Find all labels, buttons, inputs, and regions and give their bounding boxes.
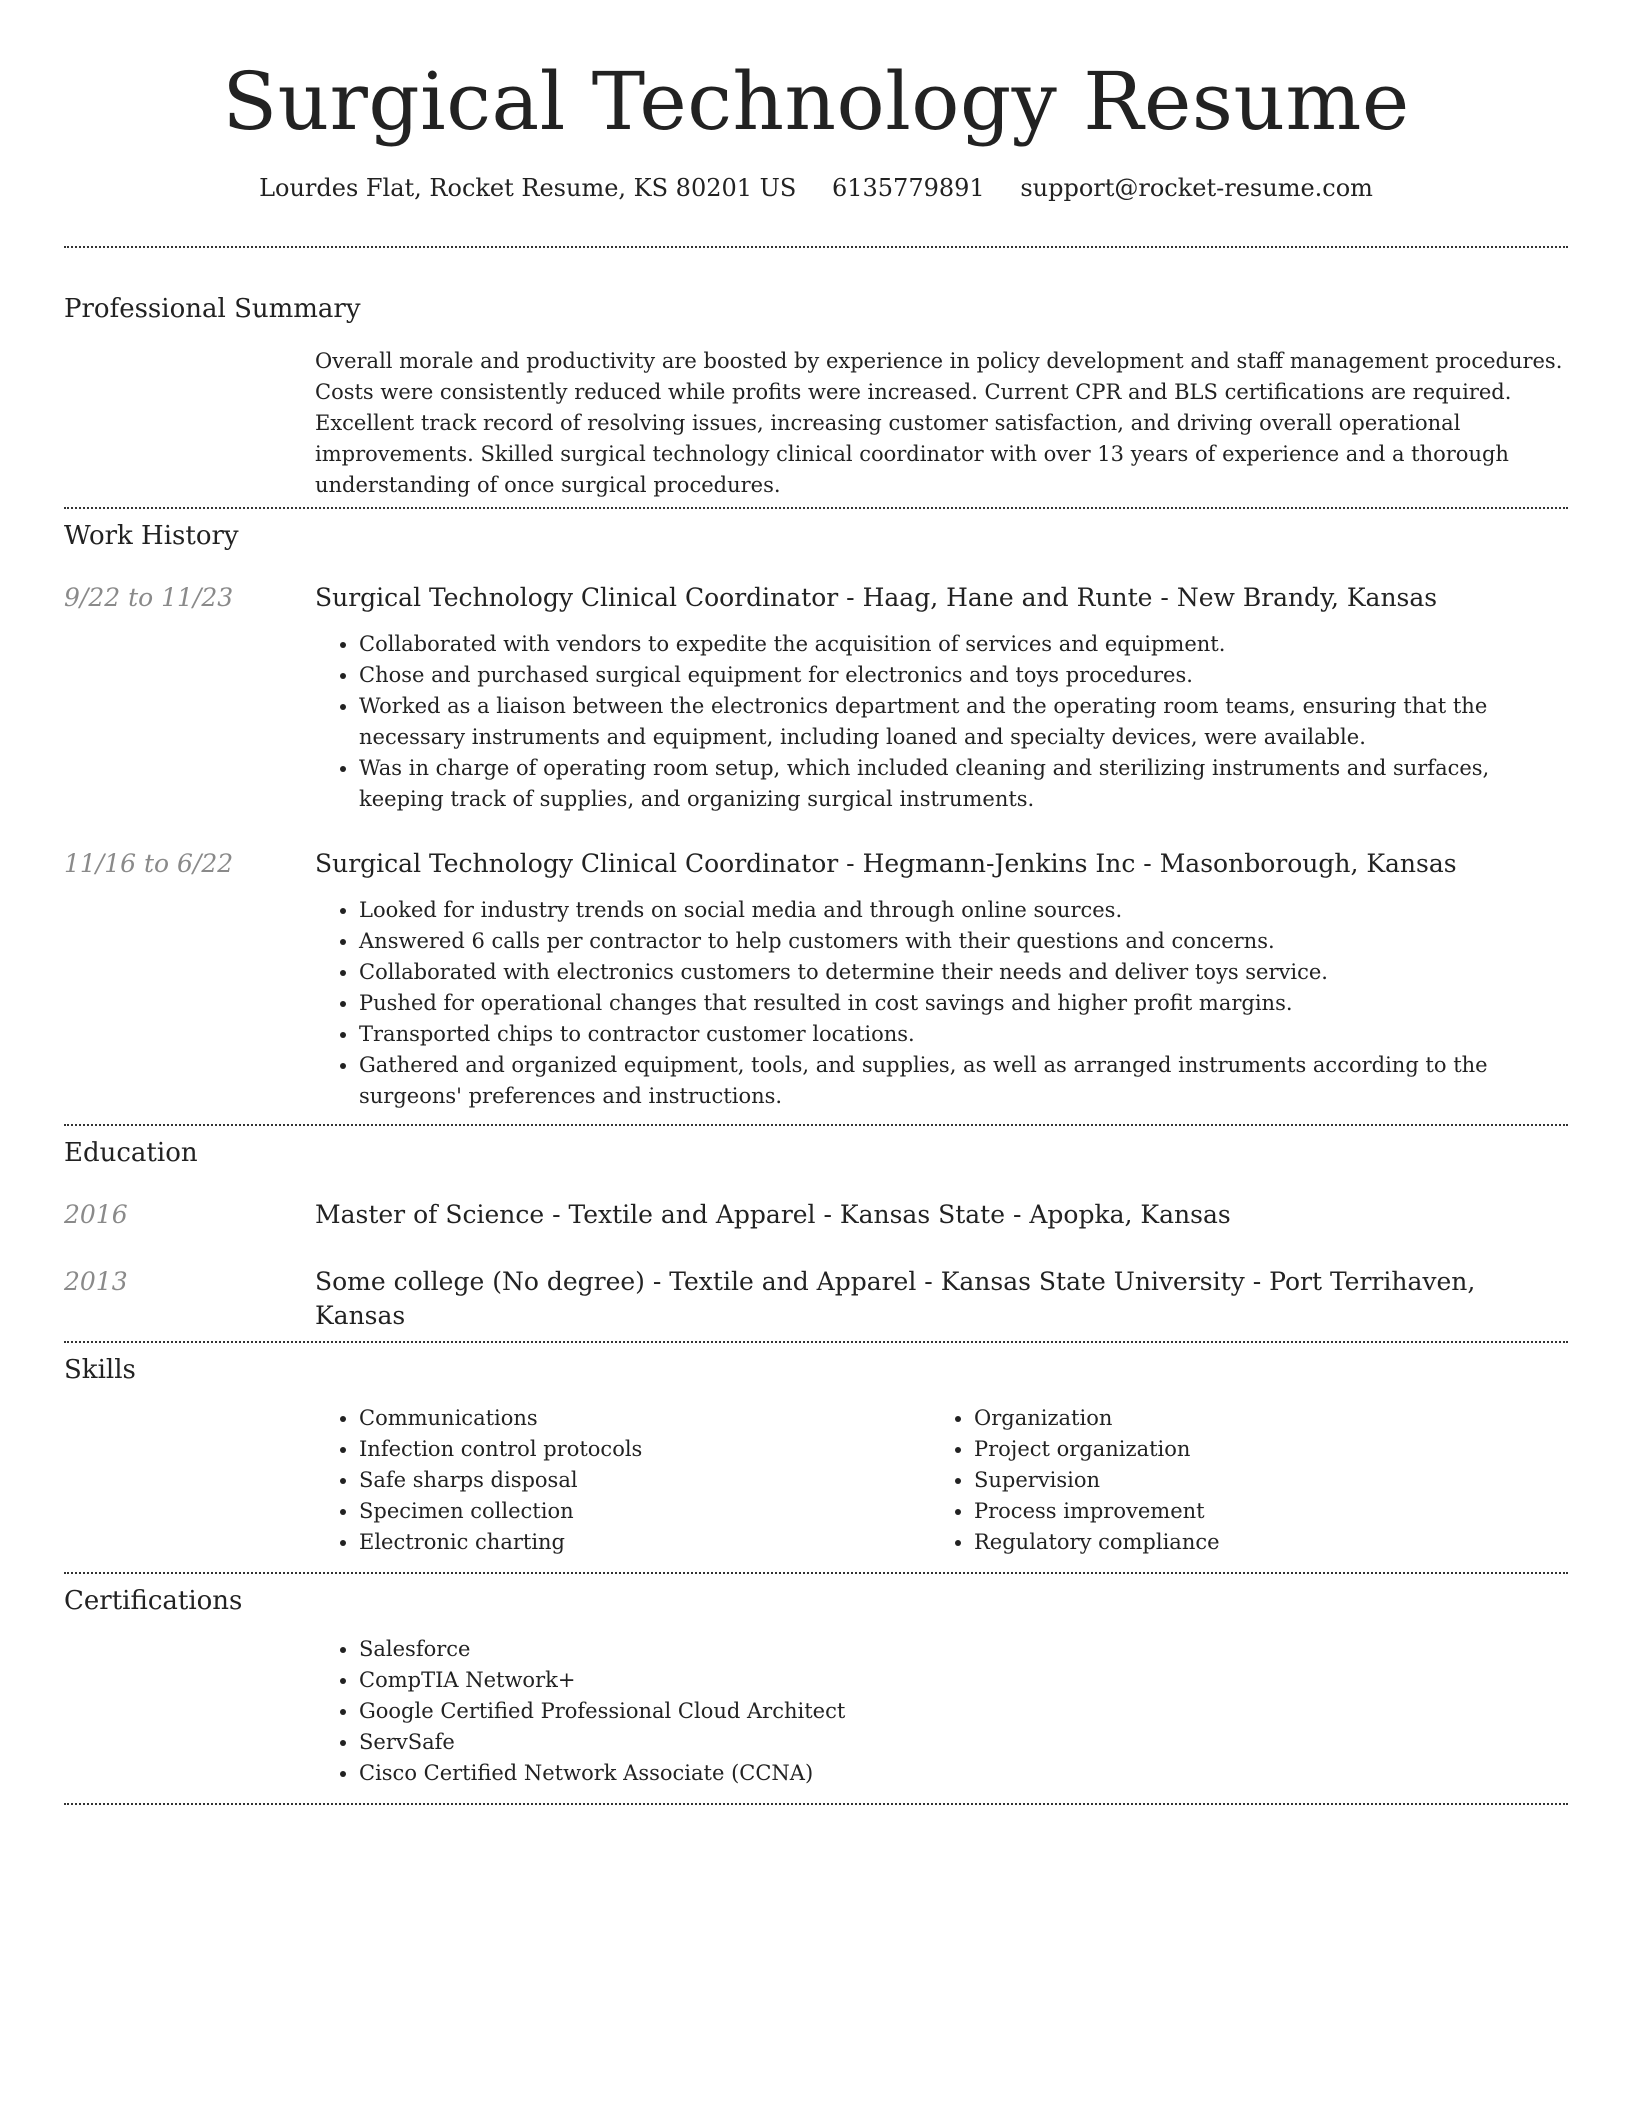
separator: -	[644, 1267, 670, 1296]
list-item: • Process improvement	[974, 1496, 1545, 1527]
separator: -	[1135, 849, 1160, 878]
contact-line	[64, 172, 1568, 204]
education-field: Textile and Apparel	[568, 1200, 816, 1229]
list-item: • Looked for industry trends on social media and through online sources.	[359, 895, 1568, 926]
work-section	[64, 509, 1568, 1112]
separator: -	[838, 583, 863, 612]
list-item: • Infection control protocols	[359, 1434, 930, 1465]
education-body	[315, 1198, 1568, 1232]
summary-section	[64, 248, 1568, 501]
separator: -	[1152, 583, 1177, 612]
list-item: • Was in charge of operating room setup, which included cleaning and sterilizing instruments and surfaces, keeping track of supplies, and organizing surgical instruments.	[359, 753, 1568, 815]
certifications-list	[315, 1634, 1568, 1789]
list-item: • Collaborated with electronics customers to determine their needs and deliver toys service.	[359, 957, 1568, 988]
list-item: • Transported chips to contractor customer locations.	[359, 1019, 1568, 1050]
separator: -	[815, 1200, 840, 1229]
job-location: New Brandy, Kansas	[1176, 583, 1438, 612]
list-item: • Regulatory compliance	[974, 1527, 1545, 1558]
skills-section	[64, 1343, 1568, 1558]
certifications-divider	[64, 1803, 1568, 1805]
resume-title: Surgical Technology Resume	[222, 55, 1410, 148]
job-heading	[315, 847, 1568, 881]
list-item: • Electronic charting	[359, 1527, 930, 1558]
list-item: • Gathered and organized equipment, tools, and supplies, as well as arranged instruments according to the surgeons' preferences and instructions.	[359, 1050, 1568, 1112]
job-bullets	[315, 629, 1568, 815]
education-location: Port Terrihaven, Kansas	[315, 1267, 1476, 1330]
job-title: Surgical Technology Clinical Coordinator	[315, 583, 839, 612]
education-degree: Some college (No degree)	[315, 1267, 645, 1296]
education-heading: Education	[64, 1138, 198, 1168]
work-heading: Work History	[64, 521, 239, 551]
skills-column-left	[315, 1403, 930, 1558]
education-entry	[64, 1198, 1568, 1232]
skills-list-right	[930, 1403, 1545, 1558]
skills-list-left	[315, 1403, 930, 1558]
summary-heading: Professional Summary	[64, 294, 361, 324]
summary-text: Overall morale and productivity are boosted by experience in policy development and staff management procedures. Costs were consistently reduced while profits were increased. Current CPR and BLS certifications are required. Excellent track record of resolving issues, increasing customer satisfaction, and driving overall operational improvements. Skilled surgical technology clinical coordinator with over 13 years of experience and a thorough understanding of once surgical procedures.	[315, 349, 1563, 497]
list-item: • Salesforce	[359, 1634, 1568, 1665]
education-section	[64, 1126, 1568, 1333]
separator: -	[838, 849, 863, 878]
list-item: • Organization	[974, 1403, 1545, 1434]
education-heading-line	[315, 1265, 1568, 1333]
job-bullets	[315, 895, 1568, 1112]
job-body	[315, 581, 1568, 815]
list-item: • Cisco Certified Network Associate (CCNA)	[359, 1758, 1568, 1789]
certifications-section	[64, 1574, 1568, 1789]
job-title: Surgical Technology Clinical Coordinator	[315, 849, 839, 878]
list-item: • CompTIA Network+	[359, 1665, 1568, 1696]
job-location: Masonborough, Kansas	[1159, 849, 1457, 878]
certifications-list-wrap	[315, 1634, 1568, 1789]
job-entry	[64, 581, 1568, 815]
job-dates: 11/16 to 6/22	[64, 849, 234, 878]
education-degree: Master of Science	[315, 1200, 545, 1229]
job-heading	[315, 581, 1568, 615]
education-year: 2013	[64, 1267, 128, 1296]
separator: -	[544, 1200, 569, 1229]
list-item: • Supervision	[974, 1465, 1545, 1496]
education-field: Textile and Apparel	[669, 1267, 917, 1296]
contact-email: support@rocket-resume.com	[1020, 174, 1373, 202]
skills-column-right	[930, 1403, 1545, 1558]
list-item: • Collaborated with vendors to expedite the acquisition of services and equipment.	[359, 629, 1568, 660]
list-item: • Worked as a liaison between the electronics department and the operating room teams, ensuring that the necessary instruments and equipment, including loaned and specialty devices, were available.	[359, 691, 1568, 753]
separator: -	[1005, 1200, 1030, 1229]
education-school: Kansas State University	[940, 1267, 1245, 1296]
list-item: • Safe sharps disposal	[359, 1465, 930, 1496]
list-item: • Answered 6 calls per contractor to help customers with their questions and concerns.	[359, 926, 1568, 957]
list-item: • Specimen collection	[359, 1496, 930, 1527]
education-year: 2016	[64, 1200, 128, 1229]
job-body	[315, 847, 1568, 1112]
education-school: Kansas State	[839, 1200, 1006, 1229]
education-location: Apopka, Kansas	[1029, 1200, 1231, 1229]
list-item: • Communications	[359, 1403, 930, 1434]
list-item: • Project organization	[974, 1434, 1545, 1465]
job-entry	[64, 847, 1568, 1112]
education-entry	[64, 1265, 1568, 1333]
job-company: Haag, Hane and Runte	[862, 583, 1153, 612]
education-heading-line	[315, 1198, 1568, 1232]
list-item: • Chose and purchased surgical equipment for electronics and toys procedures.	[359, 660, 1568, 691]
skills-columns	[315, 1403, 1568, 1558]
contact-phone: 6135779891	[831, 174, 985, 202]
education-body	[315, 1265, 1568, 1333]
certifications-heading: Certifications	[64, 1586, 243, 1616]
contact-address: Lourdes Flat, Rocket Resume, KS 80201 US	[259, 174, 797, 202]
skills-heading: Skills	[64, 1355, 136, 1385]
separator: -	[1244, 1267, 1270, 1296]
list-item: • Google Certified Professional Cloud Architect	[359, 1696, 1568, 1727]
separator: -	[916, 1267, 941, 1296]
list-item: • ServSafe	[359, 1727, 1568, 1758]
list-item: • Pushed for operational changes that resulted in cost savings and higher profit margins.	[359, 988, 1568, 1019]
job-dates: 9/22 to 11/23	[64, 583, 234, 612]
job-company: Hegmann-Jenkins Inc	[862, 849, 1136, 878]
resume-header	[64, 0, 1568, 204]
